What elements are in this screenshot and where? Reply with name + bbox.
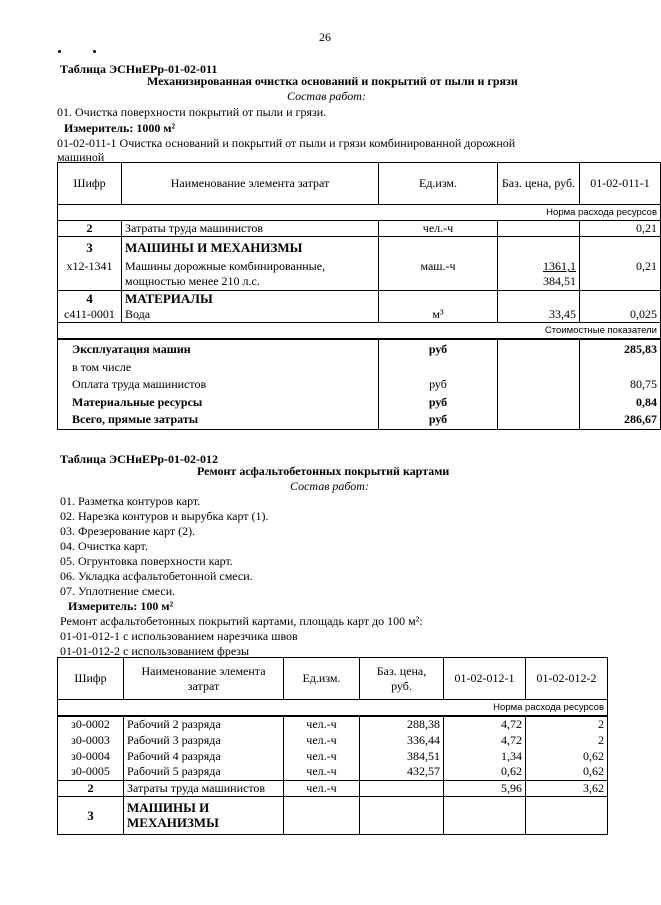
section-code: 3 [58,796,124,834]
section-title-line: МАШИНЫ И [127,800,210,815]
empty-cell [379,359,498,375]
work-item: 05. Огрунтовка поверхности карт. [60,554,233,568]
summary-row [58,339,661,359]
header-unit: Ед.изм. [284,658,360,700]
row-value: 0,62 [526,764,608,780]
table2-norm-row [58,700,608,717]
table-section-row [58,796,608,834]
table1-work-item: 01. Очистка поверхности покрытий от пыли и грязи. [57,105,327,119]
summary-row [58,359,661,375]
summary-value: 80,75 [580,375,661,393]
summary-row [58,393,661,411]
desc-line: 01-01-012-1 с использованием нарезчика швов [60,629,298,643]
row-unit: чел.-ч [379,221,498,237]
row-value: 1,34 [444,748,526,764]
header-price-line: руб. [391,678,412,693]
row-name: Рабочий 3 разряда [124,732,284,748]
work-item: 07. Уплотнение смеси. [60,584,176,598]
row-value: 0,62 [444,764,526,780]
row-code: с411-0001 [58,307,122,323]
header-column: 01-02-011-1 [580,163,661,205]
table2-header-row [58,658,608,700]
row-price: 33,45 [498,307,580,323]
empty-cell [498,393,580,411]
row-unit: чел.-ч [284,732,360,748]
summary-row [58,375,661,393]
scan-mark [58,50,61,53]
empty-cell [379,291,498,307]
empty-cell [498,411,580,429]
table-row [58,780,608,796]
table2-measure: Измеритель: 100 м² [68,599,174,613]
table1-desc: 01-02-011-1 Очистка оснований и покрытий от пыли и грязи комбинированной дорожной [57,136,516,150]
header-price-line: Баз. цена, [376,663,427,678]
desc-line: Ремонт асфальтобетонных покрытий картами, площадь карт до 100 м²: [60,614,423,628]
table1-measure: Измеритель: 1000 м² [64,121,176,135]
row-price: 432,57 [360,764,444,780]
table1-title: Механизированная очистка оснований и покрытий от пыли и грязи [147,74,518,88]
row-code: з0-0004 [58,748,124,764]
row-price [498,221,580,237]
header-code: Шифр [58,163,122,205]
row-name: Рабочий 4 разряда [124,748,284,764]
header-name [124,658,284,700]
table-row [58,748,608,764]
row-code: х12-1341 [58,259,122,291]
table-row [58,307,661,323]
header-column: 01-02-012-1 [444,658,526,700]
table1-work-heading: Состав работ: [287,89,366,103]
table-row [58,716,608,732]
row-unit: маш.-ч [379,259,498,291]
table1-desc: машиной [57,150,105,164]
summary-name: в том числе [58,359,379,375]
header-price: Баз. цена, руб. [498,163,580,205]
header-column: 01-02-012-2 [526,658,608,700]
header-unit: Ед.изм. [379,163,498,205]
row-price: 288,38 [360,716,444,732]
work-item: 02. Нарезка контуров и вырубка карт (1). [60,509,269,523]
norm-label: Норма расхода ресурсов [58,700,608,717]
row-price: 336,44 [360,732,444,748]
work-item: 04. Очистка карт. [60,539,148,553]
row-value: 0,025 [580,307,661,323]
table1-header-row [58,163,661,205]
page-number: 26 [319,30,331,44]
summary-name: Материальные ресурсы [58,393,379,411]
summary-value: 286,67 [580,411,661,429]
row-code: 2 [58,780,124,796]
summary-row [58,411,661,429]
cost-label: Стоимостные показатели [58,323,661,340]
header-name-line: Наименование элемента [141,663,266,678]
summary-unit: руб [379,375,498,393]
row-code: з0-0005 [58,764,124,780]
row-value: 2 [526,732,608,748]
table2 [57,657,608,835]
row-unit: чел.-ч [284,780,360,796]
summary-unit: руб [379,393,498,411]
row-unit: чел.-ч [284,716,360,732]
row-code: з0-0002 [58,716,124,732]
section-title: МАТЕРИАЛЫ [122,291,379,307]
empty-cell [526,796,608,834]
row-name: Затраты труда машинистов [122,221,379,237]
row-price: 384,51 [360,748,444,764]
table1 [57,162,661,430]
summary-name: Оплата труда машинистов [58,375,379,393]
empty-cell [498,339,580,359]
table-row [58,259,661,291]
row-name: Рабочий 5 разряда [124,764,284,780]
empty-cell [444,796,526,834]
work-item: 01. Разметка контуров карт. [60,494,201,508]
header-name: Наименование элемента затрат [122,163,379,205]
row-value: 2 [526,716,608,732]
row-name-line: Машины дорожные комбинированные, [125,259,326,274]
scan-mark [93,50,96,53]
summary-name: Всего, прямые затраты [58,411,379,429]
work-item: 06. Укладка асфальтобетонной смеси. [60,569,253,583]
desc-line: 01-01-012-2 с использованием фрезы [60,644,250,658]
table-row [58,221,661,237]
row-value: 4,72 [444,716,526,732]
table2-title: Ремонт асфальтобетонных покрытий картами [197,464,450,478]
row-price-line: 384,51 [543,274,576,289]
header-name-line: затрат [187,678,220,693]
section-title: МАШИНЫ И МЕХАНИЗМЫ [122,237,379,259]
table2-work-heading: Состав работ: [290,479,369,493]
work-item: 03. Фрезерование карт (2). [60,524,196,538]
row-price [498,259,580,291]
empty-cell [284,796,360,834]
section-code: 4 [58,291,122,307]
table2-code: Таблица ЭСНиЕРр-01-02-012 [60,452,219,466]
row-value: 3,62 [526,780,608,796]
row-name: Рабочий 2 разряда [124,716,284,732]
empty-cell [498,237,580,259]
table2-desc [60,614,423,659]
row-code: 2 [58,221,122,237]
empty-cell [498,359,580,375]
empty-cell [580,291,661,307]
table1-code: Таблица ЭСНиЕРр-01-02-011 [60,62,218,76]
row-unit: м³ [379,307,498,323]
row-price [360,780,444,796]
row-name: Затраты труда машинистов [124,780,284,796]
row-value: 4,72 [444,732,526,748]
header-code: Шифр [58,658,124,700]
row-name-line: мощностью менее 210 л.с. [125,274,260,289]
table2-work-list [60,494,269,599]
row-value: 0,21 [580,221,661,237]
table-row [58,732,608,748]
row-name: Вода [122,307,379,323]
norm-label: Норма расхода ресурсов [58,205,661,221]
row-value: 5,96 [444,780,526,796]
table-section-row [58,291,661,307]
section-title-line: МЕХАНИЗМЫ [127,815,219,830]
row-unit: чел.-ч [284,748,360,764]
row-value: 0,62 [526,748,608,764]
row-value: 0,21 [580,259,661,291]
table1-cost-row [58,323,661,340]
header-price [360,658,444,700]
empty-cell [580,237,661,259]
summary-unit: руб [379,411,498,429]
empty-cell [360,796,444,834]
summary-name: Эксплуатация машин [58,339,379,359]
empty-cell [379,237,498,259]
table-section-row [58,237,661,259]
summary-value: 0,84 [580,393,661,411]
empty-cell [498,375,580,393]
row-unit: чел.-ч [284,764,360,780]
section-code: 3 [58,237,122,259]
summary-value: 285,83 [580,339,661,359]
table-row [58,764,608,780]
row-price-line: 1361,1 [543,259,576,274]
row-code: з0-0003 [58,732,124,748]
empty-cell [498,291,580,307]
section-title [124,796,284,834]
table1-norm-row [58,205,661,221]
summary-unit: руб [379,339,498,359]
row-name [122,259,379,291]
empty-cell [580,359,661,375]
